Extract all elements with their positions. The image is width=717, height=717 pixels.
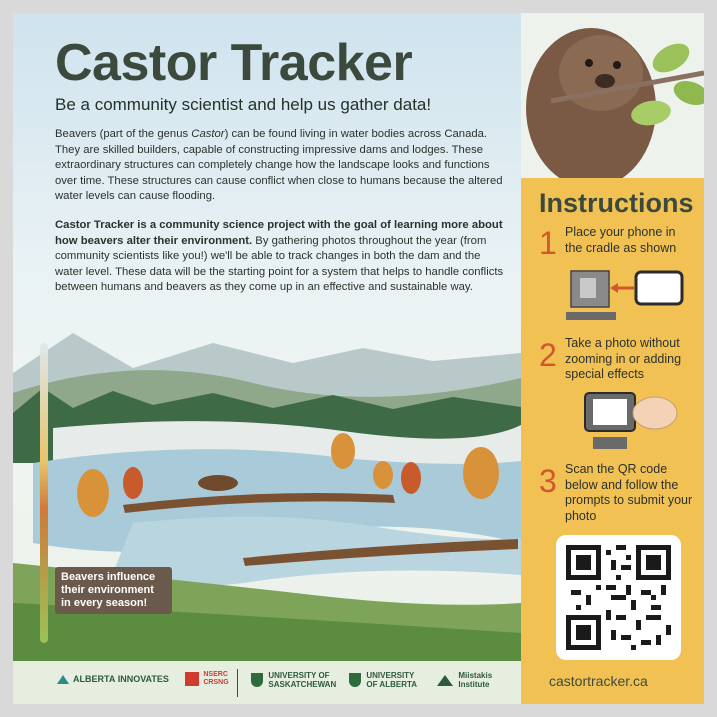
- usask-logo: [251, 671, 336, 689]
- miistakis-mountain-icon: [437, 675, 453, 686]
- ualberta-text: [366, 671, 417, 689]
- intro-text-b: ) can be found living in water bodies across Canada. They are skilled builders, capable of constructing impressive dams and lodges. These extraordinary structures can completely change how the landscape looks and functions over time. These structures can cause conflict when close to humans because the altered water levels can cause flooding.: [55, 128, 503, 202]
- season-callout-badge: Beavers influence their environment in every season!: [55, 567, 172, 614]
- ualberta-crest-icon: [349, 673, 361, 687]
- step-2-number: 2: [539, 337, 557, 373]
- nserc-leaf-icon: [185, 672, 199, 686]
- miistakis-line-2: Institute: [458, 680, 490, 689]
- page-subtitle: Be a community scientist and help us gather data!: [55, 95, 432, 114]
- miistakis-text: [458, 671, 492, 689]
- page-title: Castor Tracker: [55, 34, 413, 92]
- usask-crest-icon: [251, 673, 263, 687]
- usask-line-1: UNIVERSITY OF: [268, 671, 330, 680]
- step-3-text: Scan the QR code below and follow the prompts to submit your photo: [565, 462, 693, 523]
- instructions-title: Instructions: [539, 188, 694, 218]
- step-3-number: 3: [539, 463, 557, 499]
- intro-paragraph-2: [55, 218, 507, 296]
- crsng-label: CRSNG: [203, 679, 229, 686]
- project-description: By gathering photos throughout the year (from community scientists like you!) we'll be able to track changes in both the dam and the water level. These data will be the starting point for a system that helps to handle conflicts between humans and beavers as they come up in an effective and sustainable way.: [55, 234, 504, 293]
- usask-text: [268, 671, 336, 689]
- ualberta-line-1: UNIVERSITY: [366, 671, 415, 680]
- phone-cradle-diagram: [566, 266, 686, 324]
- alberta-innovates-name-b: INNOVATES: [117, 674, 169, 684]
- website-url[interactable]: castortracker.ca: [549, 673, 648, 689]
- alberta-innovates-name-a: ALBERTA: [73, 674, 116, 684]
- qr-code[interactable]: [556, 535, 681, 660]
- qr-code-pattern: [566, 545, 671, 650]
- castor-tracker-sign: [13, 13, 704, 704]
- project-goal: Castor Tracker is a community science project with the goal of learning more about how beavers alter their environment.: [55, 219, 503, 247]
- phone-photo-diagram: [583, 389, 683, 453]
- nserc-logo: [185, 671, 229, 687]
- genus-name: Castor: [191, 128, 225, 140]
- intro-text-a: Beavers (part of the genus: [55, 128, 192, 140]
- step-2-text: Take a photo without zooming in or adding special effects: [565, 336, 682, 381]
- nserc-text: [203, 671, 228, 687]
- left-panel: [13, 13, 521, 704]
- usask-line-2: SASKATCHEWAN: [268, 680, 337, 689]
- step-1-number: 1: [539, 225, 557, 261]
- alberta-innovates-logo: [57, 675, 169, 684]
- beaver-landscape-illustration: [13, 313, 521, 668]
- step-1-text: Place your phone in the cradle as shown: [565, 225, 677, 255]
- miistakis-logo: [437, 671, 492, 689]
- instructions-panel: [521, 13, 704, 704]
- ualberta-logo: [349, 671, 417, 689]
- miistakis-line-1: Miistakis: [458, 671, 493, 680]
- alberta-innovates-mountain-icon: [57, 675, 69, 684]
- beaver-illustration: [521, 13, 704, 178]
- season-indicator-bar: [40, 343, 48, 643]
- partner-logos-strip: [13, 661, 521, 704]
- ualberta-line-2: OF ALBERTA: [366, 680, 418, 689]
- logo-divider: [237, 669, 238, 697]
- nserc-label: NSERC: [203, 671, 228, 678]
- intro-paragraph-1: [55, 127, 507, 205]
